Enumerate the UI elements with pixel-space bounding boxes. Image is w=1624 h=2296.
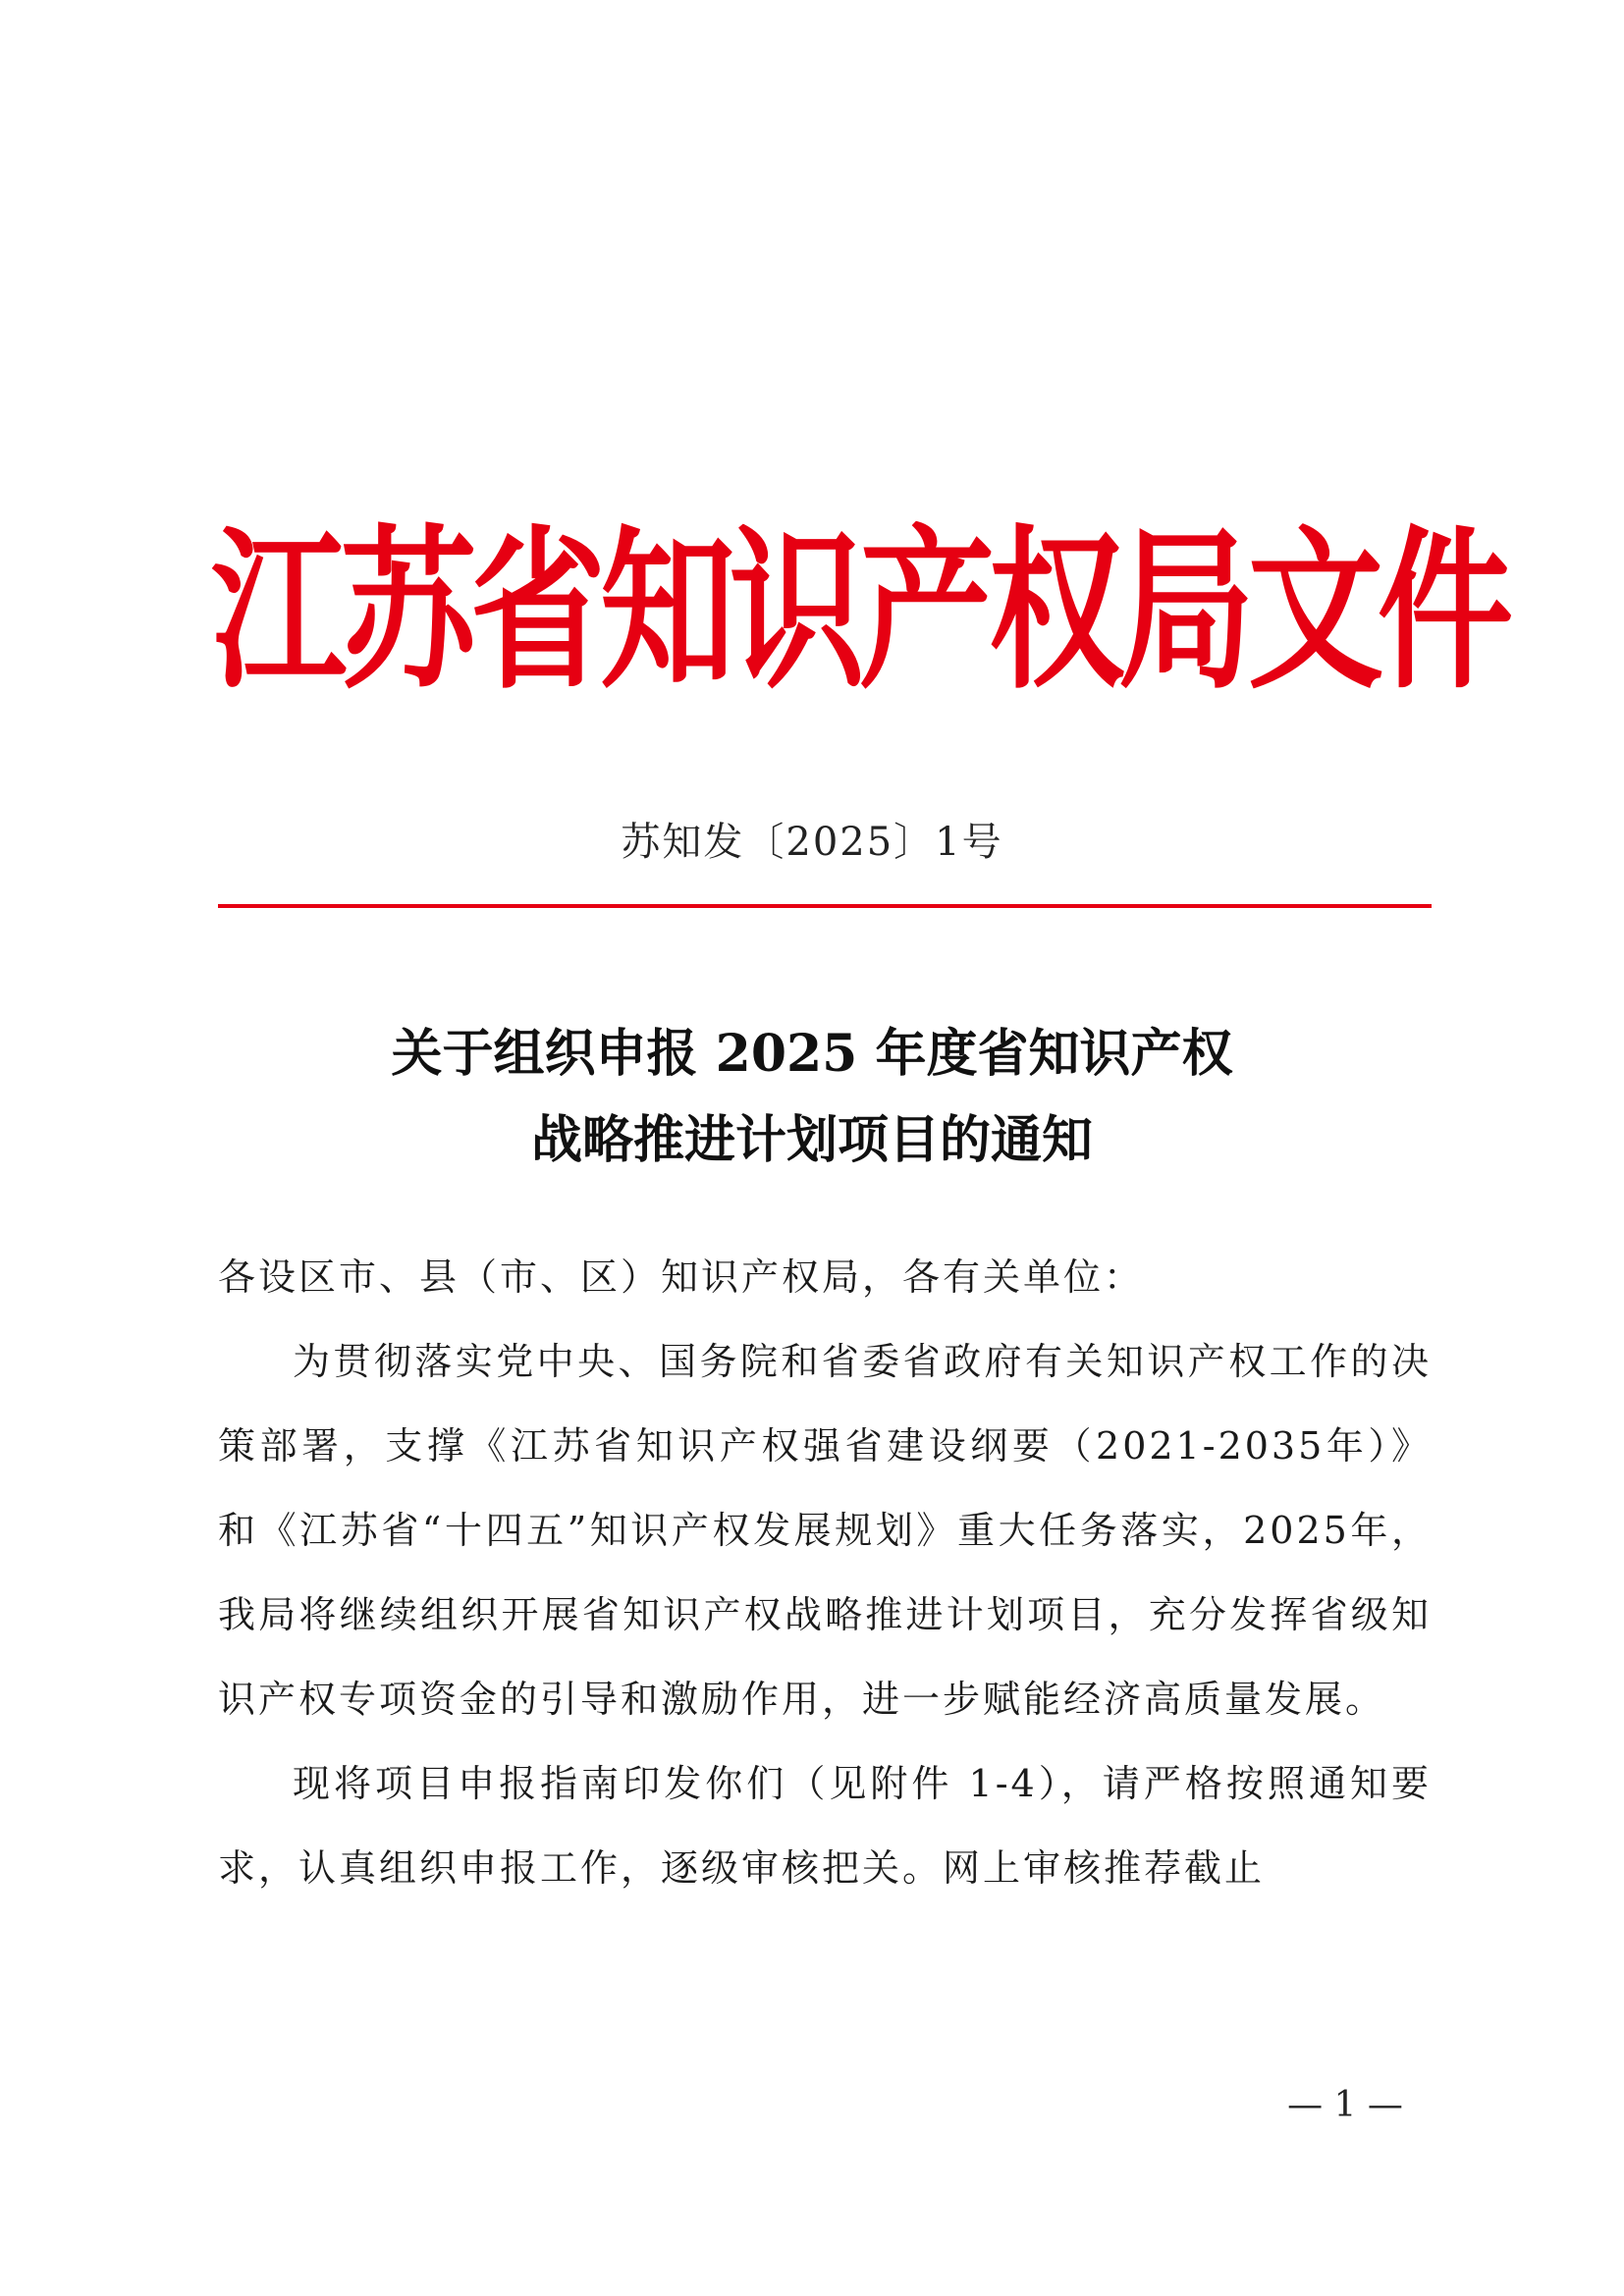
body-paragraph-1: 为贯彻落实党中央、国务院和省委省政府有关知识产权工作的决策部署，支撑《江苏省知识产权强省建设纲要（2021-2035年）》和《江苏省“十四五”知识产权发展规划》重大任务落实，2025年，我局将继续组织开展省知识产权战略推进计划项目，充分发挥省级知识产权专项资金的引导和激励作用，进一步赋能经济高质量发展。 [218,1340,1432,1721]
red-separator-line [218,904,1432,908]
page-number: — 1 — [1287,2085,1403,2125]
document-body [218,1235,1432,1910]
title-line-2: 战略推进计划项目的通知 [530,1110,1093,1170]
document-title [0,1011,1624,1184]
title-line-1: 关于组织申报 2025 年度省知识产权 [391,1024,1233,1084]
document-number: 苏知发〔2025〕1号 [621,820,1003,865]
body-paragraph-2: 现将项目申报指南印发你们（见附件 1-4），请严格按照通知要求，认真组织申报工作，逐级审核把关。网上审核推荐截止 [218,1762,1432,1890]
addressee: 各设区市、县（市、区）知识产权局，各有关单位： [218,1255,1145,1299]
masthead-title: 江苏省知识产权局文件 [211,507,1508,714]
